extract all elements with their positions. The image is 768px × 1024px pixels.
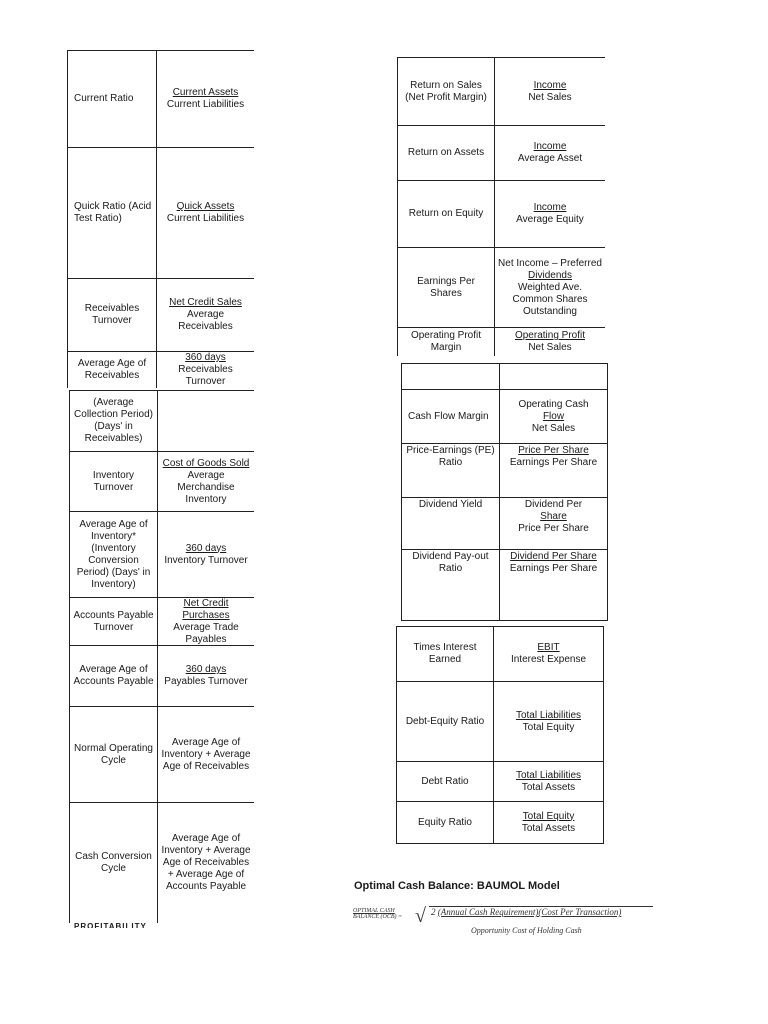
baumol-formula	[353, 904, 673, 944]
liquidity-table	[67, 50, 254, 388]
ratio-name: Dividend Pay-out Ratio	[402, 550, 500, 620]
ratio-name: Average Age of Accounts Payable	[70, 646, 158, 706]
ratio-formula: Total Equity Total Assets	[494, 802, 604, 843]
ratio-formula: Average Age of Inventory + Average Age of Receivables	[161, 736, 251, 772]
ratio-name: Return on Sales (Net Profit Margin)	[398, 58, 495, 125]
ratio-row	[402, 498, 608, 550]
ratio-name: Times Interest Earned	[397, 627, 494, 681]
ratio-row	[70, 707, 254, 803]
ratio-formula: Net Credit Sales Average Receivables	[169, 297, 242, 332]
ratio-name: (Average Collection Period) (Days' in Receivables)	[70, 391, 158, 451]
ratio-row	[68, 352, 254, 388]
ratio-name: Dividend Yield	[402, 498, 500, 549]
formula-numerator: 2 (Annual Cash Requirement)(Cost Per Transaction)	[431, 907, 622, 917]
ratio-name: Return on Equity	[398, 181, 495, 247]
ratio-formula: Income Net Sales	[528, 79, 572, 103]
ratio-name: Operating Profit Margin	[398, 328, 495, 356]
ratio-row	[70, 452, 254, 512]
profitability-table	[397, 57, 605, 356]
ratio-name: Cash Conversion Cycle	[70, 803, 158, 923]
ratio-name: Current Ratio	[68, 51, 157, 147]
ratio-row	[70, 512, 254, 598]
ratio-formula: Total Liabilities Total Assets	[494, 762, 604, 801]
activity-table	[69, 390, 254, 923]
ratio-formula: Total Liabilities Total Equity	[494, 682, 604, 761]
ratio-row	[402, 364, 608, 390]
ratio-name: Accounts Payable Turnover	[70, 598, 158, 645]
ratio-formula: Current Assets Current Liabilities	[166, 87, 245, 110]
ratio-row	[398, 126, 605, 181]
ratio-name: Earnings Per Shares	[398, 248, 495, 327]
ratio-formula: Dividend Per Share Earnings Per Share	[500, 550, 608, 620]
ratio-row	[70, 598, 254, 646]
ratio-row	[397, 627, 604, 682]
ratio-name	[402, 364, 500, 389]
ratio-formula: Quick Assets Current Liabilities	[166, 201, 245, 224]
ratio-row	[397, 682, 604, 762]
ratio-formula: 360 days Inventory Turnover	[164, 542, 248, 566]
ratio-formula: 360 days Payables Turnover	[164, 664, 248, 687]
ratio-name: Receivables Turnover	[68, 279, 157, 351]
leverage-table	[396, 626, 604, 844]
square-root-icon: √	[415, 905, 426, 927]
ratio-row	[68, 51, 254, 148]
ratio-name: Equity Ratio	[397, 802, 494, 843]
formula-denominator: Opportunity Cost of Holding Cash	[471, 926, 582, 935]
ratio-row	[402, 444, 608, 498]
ratio-formula: Net Credit Purchases Average Trade Payables	[173, 598, 239, 645]
ratio-row	[402, 550, 608, 621]
ratio-row	[398, 58, 605, 126]
ratio-row	[68, 148, 254, 279]
ratio-formula: Operating Profit Net Sales	[514, 330, 586, 353]
ratio-row	[398, 328, 605, 356]
ratio-name: Price-Earnings (PE) Ratio	[402, 444, 500, 497]
ratio-name: Cash Flow Margin	[402, 390, 500, 443]
section-heading-cutoff: PROFITABILITY	[74, 922, 147, 928]
ratio-formula: 360 days Receivables Turnover	[178, 352, 233, 387]
ratio-row	[402, 390, 608, 444]
ratio-name: Return on Assets	[398, 126, 495, 180]
ratio-row	[68, 279, 254, 352]
ratio-name: Quick Ratio (Acid Test Ratio)	[68, 148, 157, 278]
ratio-row	[70, 391, 254, 452]
ratio-row	[398, 181, 605, 248]
ratio-name: Debt Ratio	[397, 762, 494, 801]
ratio-formula	[500, 364, 608, 389]
ratio-formula: Income Average Equity	[516, 202, 584, 225]
ratio-formula: Operating Cash Flow Net Sales	[500, 390, 608, 443]
market-table	[401, 363, 608, 621]
baumol-title: Optimal Cash Balance: BAUMOL Model	[354, 880, 560, 892]
ratio-name: Average Age of Inventory* (Inventory Conversion Period) (Days' in Inventory)	[70, 512, 158, 597]
ratio-formula: Dividend Per Share Price Per Share	[500, 498, 608, 549]
ratio-row	[397, 802, 604, 844]
formula-lhs: OPTIMAL CASH BALANCE (OCB) =	[353, 908, 403, 920]
ratio-row	[70, 803, 254, 923]
ratio-row	[70, 646, 254, 707]
ratio-formula: Income Average Asset	[517, 141, 583, 164]
ratio-formula: Cost of Goods Sold Average Merchandise Inventory	[162, 457, 250, 505]
ratio-formula	[158, 391, 254, 451]
ratio-row	[397, 762, 604, 802]
ratio-name: Normal Operating Cycle	[70, 707, 158, 802]
ratio-row	[398, 248, 605, 328]
ratio-formula: Average Age of Inventory + Average Age of Receivables + Average Age of Accounts Payable	[161, 833, 251, 892]
ratio-name: Debt-Equity Ratio	[397, 682, 494, 761]
ratio-formula: EBIT Interest Expense	[494, 627, 604, 681]
ratio-name: Average Age of Receivables	[68, 352, 157, 388]
ratio-formula: Net Income – Preferred Dividends Weighted Ave. Common Shares Outstanding	[498, 257, 602, 317]
ratio-formula: Price Per Share Earnings Per Share	[500, 444, 608, 497]
ratio-name: Inventory Turnover	[70, 452, 158, 511]
